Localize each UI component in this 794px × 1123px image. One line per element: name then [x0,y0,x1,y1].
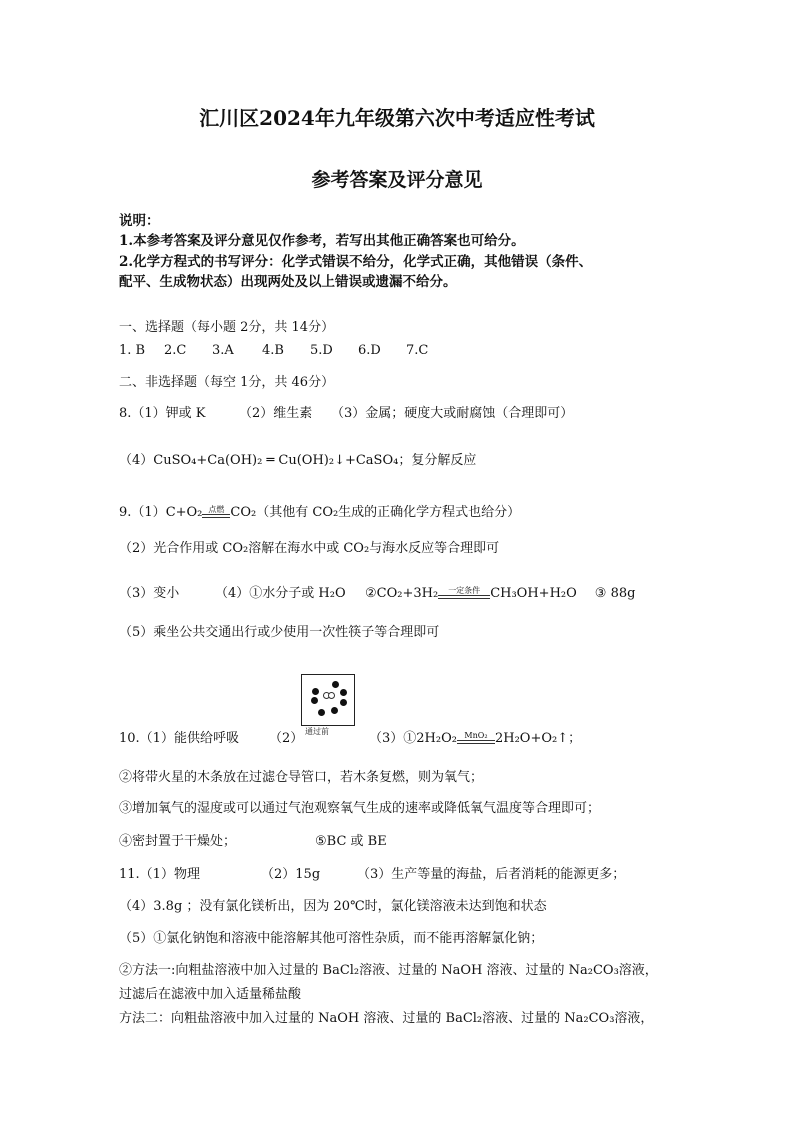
diagram-label: 通过前 [305,727,329,736]
q9-answer-1-prefix: 9.（1） [119,505,166,520]
q10-line-3: ③增加氧气的湿度或可以通过气泡观察氧气生成的速率或降低氧气温度等合理即可； [119,801,601,816]
q9-eq2-condition [438,586,490,603]
q10-answer-1: 10.（1）能供给呼吸 [119,731,239,746]
q10-line-4 [119,833,387,851]
q10-line-1 [119,730,581,748]
gas-diagram-box [301,674,355,726]
answer-2: 2.C [164,343,187,358]
q9-answer-1-suffix: （其他有 CO₂生成的正确化学方程式也给分） [256,505,521,520]
notes-heading: 说明： [119,213,160,229]
q9-eq2-prefix: ② [365,586,377,601]
q8-line-2 [119,452,476,470]
section-1-heading: 一、选择题（每小题 2分，共 14分） [119,320,335,335]
molecule-dot [311,697,318,704]
q9-eq2-condition-text: 一定条件 [448,586,481,595]
answer-6: 6.D [358,343,381,358]
q8-answer-4-prefix: （4） [119,453,154,468]
molecule-dot [332,681,339,688]
note-2-line-1: 2.化学方程式的书写评分：化学式错误不给分，化学式正确，其他错误（条件、 [119,254,593,270]
q11-answer-5: （5）①氯化钠饱和溶液中能溶解其他可溶性杂质，而不能再溶解氯化钠； [119,931,544,946]
q11-answer-1: 11.（1）物理 [119,867,200,882]
q9-eq2-right: CH₃OH+H₂O [490,586,577,601]
molecule-dot [331,707,338,714]
note-1: 1.本参考答案及评分意见仅作参考，若写出其他正确答案也可给分。 [119,233,525,249]
q10-answer-2: （2） [269,731,304,746]
q10-answer-3-prefix: （3）① [369,731,417,746]
q10-eq-condition-text: MnO₂ [464,731,488,740]
q9-eq1-right: CO₂ [230,505,257,520]
q9-eq2-left: CO₂+3H₂ [376,586,439,601]
q8-answer-4-suffix: ；复分解反应 [398,453,477,468]
q9-answer-3: （3）变小 [119,586,180,601]
q8-line-1 [119,405,573,423]
q9-eq1-equals [202,514,230,518]
page-subtitle: 参考答案及评分意见 [311,169,483,191]
molecule-dot [318,709,325,716]
molecule-dot [340,689,347,696]
answer-4: 4.B [262,343,284,358]
molecule-dot [340,699,347,706]
q11-method-2-line-1: 方法二：向粗盐溶液中加入过量的 NaOH 溶液、过量的 BaCl₂溶液、过量的 Na₂CO₃溶液， [119,1011,654,1026]
section-1-answers [119,342,428,360]
q9-line-1 [119,504,520,522]
answer-3: 3.A [212,343,234,358]
q8-equation: CuSO₄+Ca(OH)₂ ═ Cu(OH)₂↓+CaSO₄ [153,453,399,468]
note-2-line-2: 配平、生成物状态）出现两处及以上错误或遗漏不给分。 [119,274,457,290]
q9-answer-4-1: （4）①水分子或 H₂O [215,586,346,601]
molecule-dot [312,688,319,695]
q10-eq-left: 2H₂O₂ [416,731,457,746]
q10-line-2: ②将带火星的木条放在过滤仓导管口，若木条复燃，则为氧气； [119,770,484,785]
answer-7: 7.C [406,343,429,358]
q9-answer-4-3: ③ 88g [594,586,636,601]
q10-answer-5: ⑤BC 或 BE [315,834,387,849]
q9-eq2-equals [438,595,490,599]
molecule-ring [328,692,335,699]
q10-answer-4: ④密封置于干燥处； [119,834,237,849]
q10-eq-right: 2H₂O+O₂↑ [494,731,569,746]
answer-5: 5.D [310,343,333,358]
answer-1: 1. B [119,343,146,358]
q11-line-1 [119,866,625,884]
q9-eq1-left: C+O₂ [165,505,203,520]
q8-answer-2: （2）维生素 [239,406,313,421]
q11-answer-4: （4）3.8g ；没有氯化镁析出，因为 20℃时，氯化镁溶液未达到饱和状态 [119,899,547,914]
q9-line-3 [119,585,635,603]
q8-answer-1: 8.（1）钾或 K [119,406,206,421]
q9-eq1-condition [202,505,230,522]
q11-answer-3: （3）生产等量的海盐，后者消耗的能源更多； [357,867,626,882]
q10-answer-3-suffix: ； [568,731,582,746]
section-2-heading: 二、非选择题（每空 1分，共 46分） [119,375,335,390]
q11-method-1-line-2: 过滤后在滤液中加入适量稀盐酸 [119,987,302,1002]
q10-eq-equals [457,740,495,744]
q11-answer-2: （2）15g [261,867,321,882]
q9-answer-5: （5）乘坐公共交通出行或少使用一次性筷子等合理即可 [119,625,440,640]
q11-method-1-line-1: ②方法一:向粗盐溶液中加入过量的 BaCl₂溶液、过量的 NaOH 溶液、过量的 Na₂CO₃溶液， [119,963,658,978]
q9-answer-2: （2）光合作用或 CO₂溶解在海水中或 CO₂与海水反应等合理即可 [119,541,500,556]
q10-eq-condition [457,731,495,748]
q8-answer-3: （3）金属；硬度大或耐腐蚀（合理即可） [331,406,574,421]
page-title: 汇川区2024年九年级第六次中考适应性考试 [199,106,595,130]
q9-eq1-condition-text: 点燃 [208,505,225,514]
